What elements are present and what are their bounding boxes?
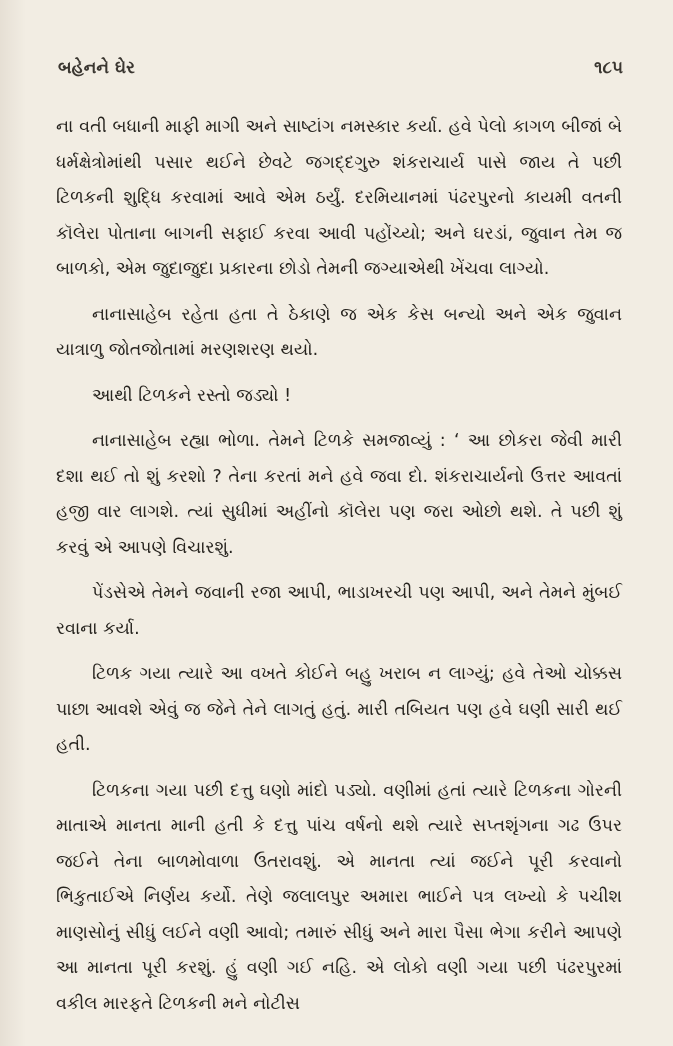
paragraph: નાનાસાહેબ રહેતા હતા તે ઠેકાણે જ એક કેસ બન્યો અને એક જુવાન યાત્રાળુ જોતજોતામાં મરણશરણ થયો. [56,304,622,360]
paragraph: નાનાસાહેબ રહ્યા ભોળા. તેમને ટિળકે સમજાવ્યું : ‘ આ છોકરા જેવી મારી દશા થઈ તો શું કરશો ? તેના કરતાં મને હવે જવા દો. શંકરાચાર્યનો ઉત્તર આવતાં હજી વાર લાગશે. ત્યાં સુધીમાં અહીંનો કૉલેરા પણ જરા ઓછો થશે. તે પછી શું કરવું એ આપણે વિચારશું. [56,431,622,558]
paragraph: ટિળક ગયા ત્યારે આ વખતે કોઈને બહુ ખરાબ ન લાગ્યું; હવે તેઓ ચોક્કસ પાછા આવશે એવું જ જેને તેને લાગતું હતું. મારી તબિયત પણ હવે ઘણી સારી થઈ હતી. [56,664,622,755]
paragraph: આથી ટિળકને રસ્તો જડ્યો ! [92,385,292,406]
paragraph: ટિળકના ગયા પછી દત્તુ ઘણો માંદો પડ્યો. વણીમાં હતાં ત્યારે ટિળકના ગોરની માતાએ માનતા માની હતી કે દત્તુ પાંચ વર્ષનો થશે ત્યારે સપ્તશૃંગના ગઢ ઉપર જઈને તેના બાળમોવાળા ઉતરાવશું. એ માનતા ત્યાં જઈને પૂરી કરવાનો ભિકુતાઈએ નિર્ણય કર્યો. તેણે જલાલપુર અમારા ભાઈને પત્ર લખ્યો કે પચીશ માણસોનું સીધું લઈને વણી આવો; તમારું સીધું અને મારા પૈસા ભેગા કરીને આપણે આ માનતા પૂરી કરશું. હું વણી ગઈ નહિ. એ લોકો વણી ગયા પછી પંઢરપુરમાં વકીલ મારફતે ટિળકની મને નોટીસ [56,780,622,1014]
paragraph: પેંડસેએ તેમને જવાની રજા આપી, ભાડાખરચી પણ આપી, અને તેમને મુંબઈ રવાના કર્યા. [56,583,622,639]
paragraph: ના વતી બધાની માફી માગી અને સાષ્ટાંગ નમસ્કાર કર્યા. હવે પેલો કાગળ બીજાં બે ધર્મક્ષેત્રોમાંથી પસાર થઈને છેવટે જગદ્દગુરુ શંકરાચાર્ય પાસે જાય તે પછી ટિળકની શુદ્ધિ કરવામાં આવે એમ ઠર્યું. દરમિયાનમાં પંઢરપુરનો કાયમી વતની કૉલેરા પોતાના બાગની સફાઈ કરવા આવી પહોંચ્યો; અને ઘરડાં, જુવાન તેમ જ બાળકો, એમ જુદાજુદા પ્રકારના છોડો તેમની જગ્યાએથી ખેંચવા લાગ્યો. [56,117,622,279]
body-text [56,110,622,1022]
page-number: ૧૮૫ [594,58,623,78]
page-header [58,58,623,88]
running-head: બહેનને ઘેર [58,58,135,78]
